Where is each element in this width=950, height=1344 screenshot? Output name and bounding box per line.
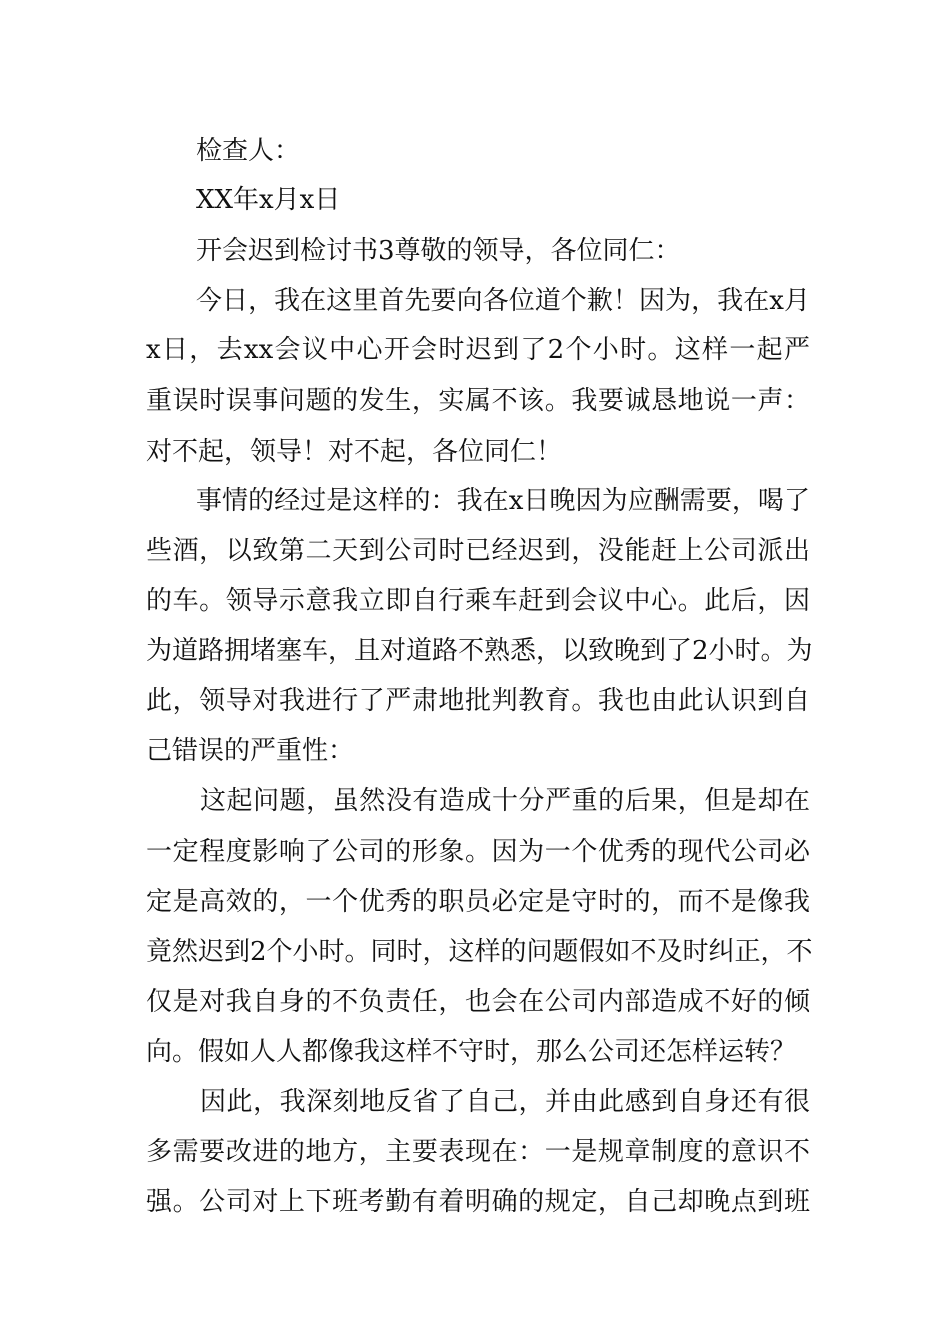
- paragraph-2-line-5: 此，领导对我进行了严肃地批判教育。我也由此认识到自: [146, 686, 810, 716]
- paragraph-3-line-6: 向。假如人人都像我这样不守时，那么公司还怎样运转？: [146, 1037, 797, 1067]
- paragraph-1-line-4: 对不起，领导！对不起，各位同仁！: [146, 437, 563, 467]
- paragraph-1-line-3: 重误时误事问题的发生，实属不该。我要诚恳地说一声：: [146, 386, 810, 416]
- paragraph-1-line-2: x日，去xx会议中心开会时迟到了2个小时。这样一起严: [146, 335, 810, 365]
- paragraph-3-line-4: 竟然迟到2个小时。同时，这样的问题假如不及时纠正，不: [146, 937, 813, 967]
- inspector-label: 检查人：: [196, 136, 301, 166]
- paragraph-4-line-2: 多需要改进的地方，主要表现在：一是规章制度的意识不: [146, 1137, 810, 1167]
- paragraph-1-line-1: 今日，我在这里首先要向各位道个歉！因为，我在x月: [196, 286, 810, 316]
- paragraph-2-line-1: 事情的经过是这样的：我在x日晚因为应酬需要，喝了: [196, 486, 810, 516]
- paragraph-3-line-3: 定是高效的，一个优秀的职员必定是守时的，而不是像我: [146, 887, 810, 917]
- paragraph-3-line-2: 一定程度影响了公司的形象。因为一个优秀的现代公司必: [146, 837, 810, 867]
- paragraph-3-line-1: 这起问题，虽然没有造成十分严重的后果，但是却在: [200, 786, 810, 816]
- title-and-salutation: 开会迟到检讨书3尊敬的领导，各位同仁：: [196, 236, 681, 266]
- paragraph-2-line-3: 的车。领导示意我立即自行乘车赶到会议中心。此后，因: [146, 586, 810, 616]
- paragraph-4-line-3: 强。公司对上下班考勤有着明确的规定，自己却晚点到班: [146, 1187, 810, 1217]
- paragraph-2-line-2: 些酒，以致第二天到公司时已经迟到，没能赶上公司派出: [146, 536, 810, 566]
- paragraph-3-line-5: 仅是对我自身的不负责任，也会在公司内部造成不好的倾: [146, 987, 810, 1017]
- date-line: XX年x月x日: [196, 185, 341, 215]
- paragraph-4-line-1: 因此，我深刻地反省了自己，并由此感到自身还有很: [200, 1087, 810, 1117]
- paragraph-2-line-4: 为道路拥堵塞车，且对道路不熟悉，以致晚到了2小时。为: [146, 636, 813, 666]
- paragraph-2-line-6: 己错误的严重性：: [146, 736, 355, 766]
